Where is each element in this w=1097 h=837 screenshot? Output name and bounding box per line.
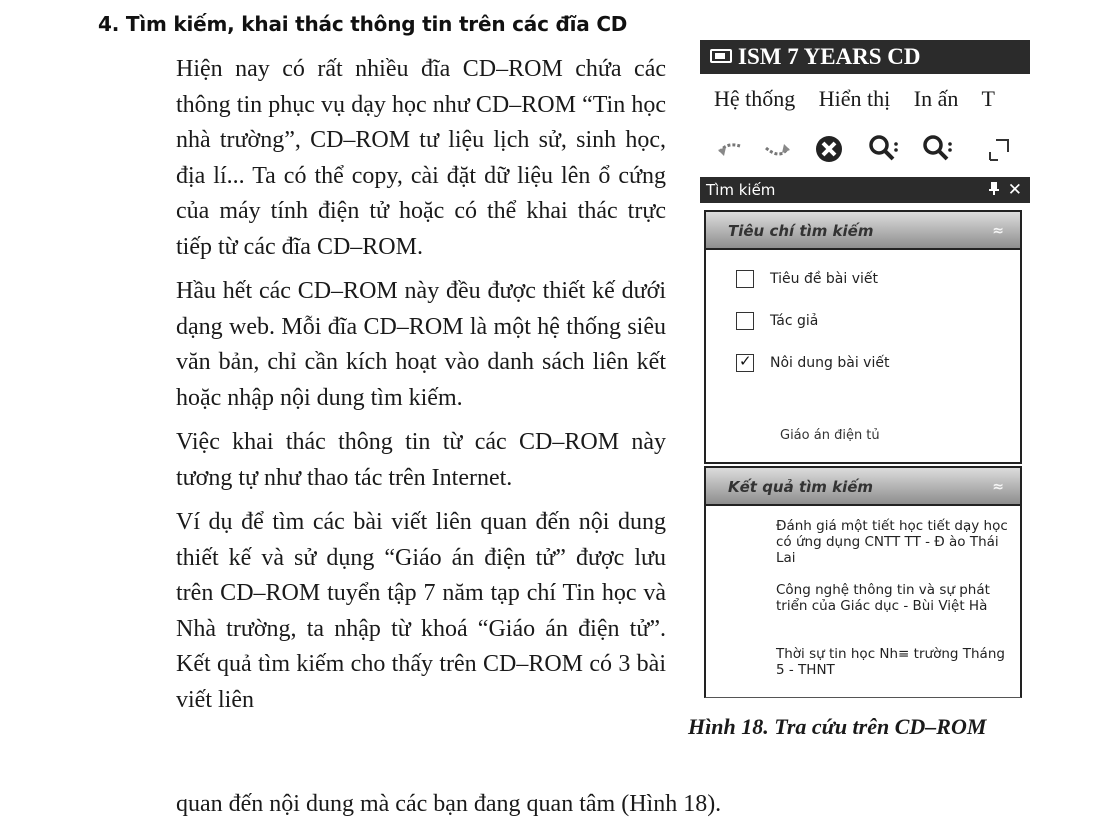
collapse-chevron-icon[interactable]: ≈ [992, 479, 1004, 495]
criteria-option-label: Tiêu đề bài viết [770, 271, 878, 287]
checkbox-checked[interactable] [736, 354, 754, 372]
app-title: ISM 7 YEARS CD [738, 44, 921, 69]
collapse-chevron-icon[interactable]: ≈ [992, 223, 1004, 239]
criteria-header-label: Tiêu chí tìm kiếm [728, 222, 874, 240]
figure-caption: Hình 18. Tra cứu trên CD–ROM [688, 714, 987, 739]
section-heading: 4. Tìm kiếm, khai thác thông tin trên các đĩa CD [98, 12, 628, 36]
criteria-header[interactable] [706, 212, 1020, 250]
checkbox[interactable] [736, 312, 754, 330]
criteria-option-title[interactable] [736, 270, 878, 288]
search-criteria-group [704, 210, 1022, 464]
paragraph-4: Ví dụ để tìm các bài viết liên quan đến nội dung thiết kế và sử dụng “Giáo án điện tử” được lưu trên CD–ROM tuyển tập 7 năm tạp chí Tin học và Nhà trường, ta nhập từ khoá “Giáo án điện tử”. Kết quả tìm kiếm cho thấy trên CD–ROM có 3 bài viết liên [176, 509, 666, 713]
cd-drive-icon [710, 49, 732, 63]
back-icon[interactable] [714, 132, 748, 166]
checkbox[interactable] [736, 270, 754, 288]
search-results-group [704, 466, 1022, 698]
paragraph-3: Việc khai thác thông tin từ các CD–ROM này tương tự như thao tác trên Internet. [176, 429, 666, 491]
menu-bar [714, 86, 1013, 112]
menu-item-print[interactable]: In ấn [913, 86, 959, 111]
search-panel-header [700, 177, 1030, 203]
forward-icon[interactable] [760, 132, 794, 166]
results-header-label: Kết quả tìm kiếm [728, 478, 874, 496]
app-titlebar [700, 40, 1030, 74]
search-keyword-input[interactable]: Giáo án điện tủ [780, 428, 880, 443]
pin-icon[interactable] [988, 177, 1000, 203]
expand-icon[interactable] [982, 132, 1016, 166]
menu-item-view[interactable]: Hiển thị [818, 86, 891, 111]
result-item-1[interactable]: Đánh giá một tiết học tiết dạy học có ứng dụng CNTT TT - Đ ào Thái Lai [776, 518, 1008, 566]
paragraph-1: Hiện nay có rất nhiều đĩa CD–ROM chứa các thông tin phục vụ dạy học như CD–ROM “Tin học nhà trường”, CD–ROM tư liệu lịch sử, sinh học, địa lí... Ta có thể copy, cài đặt dữ liệu lên ổ cứng của máy tính điện tử hoặc có thể khai thác trực tiếp từ các đĩa CD–ROM. [176, 56, 666, 260]
result-item-3[interactable]: Thời sự tin học Nh≡ trường Tháng 5 - THNT [776, 646, 1005, 678]
criteria-option-content[interactable] [736, 354, 889, 372]
results-header[interactable] [706, 468, 1020, 506]
menu-item-truncated[interactable]: T [981, 86, 995, 111]
close-icon[interactable]: ✕ [1007, 180, 1022, 200]
body-text [176, 52, 666, 727]
paragraph-2: Hầu hết các CD–ROM này đều được thiết kế dưới dạng web. Mỗi đĩa CD–ROM là một hệ thống siêu văn bản, chỉ cần kích hoạt vào danh sách liên kết hoặc nhập nội dung tìm kiếm. [176, 278, 666, 411]
menu-item-system[interactable]: Hệ thống [714, 86, 796, 111]
criteria-option-label: Tác giả [770, 313, 819, 329]
search-panel-title: Tìm kiếm [706, 181, 776, 199]
zoom-in-icon[interactable] [866, 132, 900, 166]
result-item-2[interactable]: Công nghệ thông tin và sự phát triển của Giác dục - Bùi Việt Hà [776, 582, 990, 614]
paragraph-4-last-line: quan đến nội dung mà các bạn đang quan tâm (Hình 18). [176, 791, 722, 817]
criteria-option-author[interactable] [736, 312, 818, 330]
toolbar [714, 132, 1030, 172]
criteria-option-label: Nôi dung bài viết [770, 355, 890, 371]
figure-screenshot [700, 40, 1030, 700]
stop-icon[interactable] [812, 132, 846, 166]
zoom-out-icon[interactable] [920, 132, 954, 166]
